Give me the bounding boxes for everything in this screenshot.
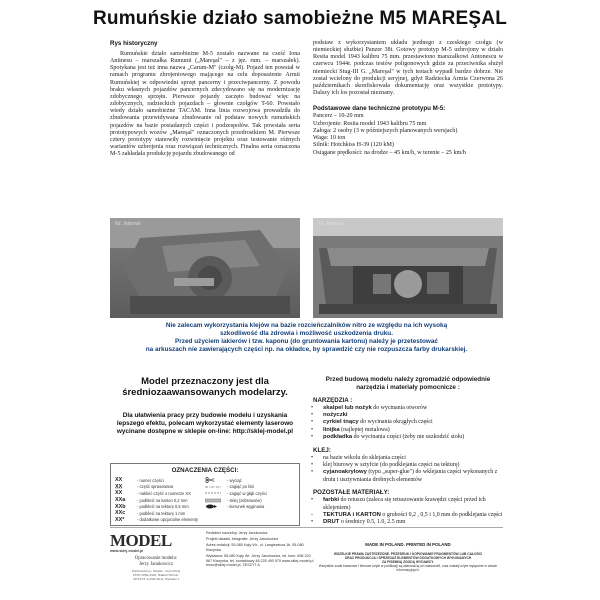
- history-column: [110, 40, 300, 158]
- glue-warning: [110, 322, 503, 354]
- model-author: [110, 556, 202, 567]
- spec-line: Pancerz – 10-20 mm: [313, 113, 364, 120]
- page-title: Rumuńskie działo samobieżne M5 MAREŞAL: [92, 8, 508, 29]
- issue-line: ZESZYT A-POLSKA, Wydanie I: [133, 577, 179, 582]
- vehicle-photo-front: [110, 218, 300, 318]
- legend-right-column: [205, 477, 295, 523]
- tool-item: • podkładka do wycinania części (żeby nie uszkodzić stołu): [311, 434, 465, 441]
- spec-line: Silnik: Hotchkiss H-39 (120 kM): [313, 142, 394, 149]
- info-line: wycinane dostępne w sklepie on-line: http://sklej-model.pl: [116, 427, 294, 435]
- made-in-label: MADE IN POLAND. PRINTED IN POLAND: [365, 542, 451, 547]
- legend-symbol: XXb: [115, 503, 126, 510]
- spec-line: Waga: 10 ton: [313, 135, 346, 142]
- legend-row: [115, 503, 205, 510]
- specs-heading: Podstawowe dane techniczne prototypu M-5:: [313, 105, 446, 113]
- tools-section-title: NARZĘDZIA :: [313, 396, 353, 404]
- legend-title: OZNACZENIA CZĘŚCI:: [171, 467, 239, 474]
- trademark-note: Wszystkie znaki towarowe i firmowe użyte w publikacji są własnością ich właścicieli, oraz zostały użyte wyłącznie w celach informacyjnych.: [318, 564, 498, 573]
- legend-text: - podkleić na karton 0,2 mm: [137, 497, 188, 503]
- tool-item: • nożyczki: [311, 412, 348, 418]
- tool-item: - TEKTURA i KARTON o grubości 0,2 , 0,5 i 1,0 mm do podklejania części: [311, 512, 503, 519]
- legend-row: [115, 497, 205, 504]
- legend-row: [115, 477, 205, 484]
- legend-text: - część sprasowana: [137, 484, 174, 490]
- rights-line: ZA PISEMNĄ ZGODĄ WYDAWCY.: [381, 560, 435, 565]
- credit-line: Redaktor naczelny: Jerzy Janukowicz: [206, 531, 268, 535]
- vehicle-photo-image: [110, 218, 300, 318]
- legend-symbol: XX: [115, 477, 123, 484]
- spec-line: Uzbrojenie: Resita model 1943 kalibru 75 mm: [313, 120, 427, 127]
- legend-text: - dodatkowe opcjonalne elementy: [137, 517, 198, 523]
- fold-down-icon: [205, 491, 227, 495]
- issue-line: ISSN 2084-4328, Nakład 500 szt.: [133, 573, 179, 578]
- publisher-logo-block: [110, 531, 202, 582]
- warning-line: Nie zalecam wykorzystania klejów na bazie rozcieńczalników nitro ze względu na ich wysoką: [165, 322, 448, 329]
- vehicle-photo-image: [313, 218, 503, 318]
- legend-text: - podkleić na tekturę 1 mm: [137, 510, 186, 516]
- legend-text: - nakleić część o numerze XX: [137, 490, 191, 496]
- legend-row: [205, 503, 295, 510]
- history-text-continued: [313, 40, 503, 97]
- tools-list: [313, 376, 503, 527]
- legend-text: - podkleić na tekturę 0,5 mm: [137, 504, 189, 510]
- history-paragraph-1: Rumuńskie działo samobieżne M-5 zostało nazwane na cześć Iona Antinesu – marszałka Rumunii („Mareşal" – z jęz. rum. – marszałek). Spotykana jest też inna nazwa „Carum-M" (czołg-M). Pojazd ten powstał w ramach programu zbrojeniowego mającego na celu doposażenie Armii Rumuńskiej w odpowiedni sprzęt pancerny i przeciwpancerny. Z powodu braku własnych pojazdów pancernych zdecydowano się na modernizację zdobycznego sprzętu. Pierwsze pojazdy zaczęto budować więc na zdobycznych, radzieckich pojazdach – głownie czołgów T-60. Powstało wtedy działo samobieżne TACAM. Inna linia rozwojowa prowadziła do zbudowania przewidywana zbudowanie od podstaw nowych rumuńskich pojazdów na bazie posiadanych części i podzespołów. Tak powstała seria prototypowych wozów „Mareşal" oznaczonych przedrostkiem M. Pierwsze cztery prototypy stanowiły rozwinięcie projektu oraz testowanie różnych wariantów uzbrojenia oraz rozwiązań technicznych. Finalna seria oznaczona M-5 zakładała produkcję pojazdu zbudowanego od: [110, 51, 300, 158]
- tool-item: • farbki do retuszu (zaleca się retuszowanie krawędzi części przed ich sklejeniem): [311, 497, 486, 511]
- glue-icon: [205, 498, 227, 502]
- legend-text: - sklej (zebrowane): [227, 497, 262, 503]
- laser-parts-info: [110, 412, 300, 435]
- legend-symbol: XX*: [115, 516, 125, 523]
- spec-line: Osiągane prędkości: na drodze – 45 km/h, w terenie – 25 km/h: [313, 149, 466, 156]
- legend-row: [205, 490, 295, 497]
- tools-heading: narzędzia i materiały pomocnicze :: [356, 383, 460, 391]
- issue-line: Wydawnictwo, Numer: 14 (2/2014): [131, 569, 181, 574]
- specs-block: [313, 105, 503, 157]
- legend-row: [115, 510, 205, 517]
- copyright-notice: [313, 552, 503, 572]
- tool-item: • skalpel lub nożyk do wycinania otworów: [311, 404, 428, 411]
- legend-row: [115, 517, 205, 524]
- history-continued-column: [313, 40, 503, 157]
- logo-url: www.sklej-model.pl: [110, 549, 144, 553]
- history-heading: Rys historyczny: [110, 40, 158, 47]
- legend-left-column: [115, 477, 205, 523]
- history-paragraph-2: podstaw z wykorzystaniem układu jezdnego z czeskiego czołgu (w niemieckiej służbie) Panzer 38t. Gotowy prototyp M-5 uzbrojony w działo Resita model 1943 kalibru 75 mm. przestawiono marszałkowi Antonescu w czerwcu 1944r. podczas testów poligonowych gdzie za przeciwnika służył niemiecki Stug-III G. „Mareşal" w tych testach wypadł bardzo dobrze. Nie został wcielony do produkcji seryjnej, gdyż Radziecka Armia Czerwona 26 październikach skonfiskowała dokumentację oraz wszystkie prototypy. Dalszy ich los pozostał nieznany.: [313, 40, 503, 97]
- editorial-credits: [206, 531, 316, 570]
- parts-legend: [110, 463, 300, 526]
- legend-text: - wyciąć: [227, 477, 242, 483]
- legend-row: [115, 490, 205, 497]
- tools-section-title: POZOSTAŁE MATERIAŁY:: [313, 489, 390, 497]
- skill-level-heading: Model przeznaczony jest dla: [141, 376, 269, 387]
- tool-item: • cyrkiel tnący do wycinania okrągłych części: [311, 419, 433, 426]
- scissors-icon: [205, 478, 227, 482]
- credit-line: Adres redakcji: 55-080 Kąty Wr., ul. Langiewicza 1b, 55-080 Kiszynka: [206, 543, 304, 552]
- author-name: Jerzy Janukowicz: [139, 561, 173, 567]
- assembly-icon: [205, 505, 227, 509]
- vehicle-photo-rear: [313, 218, 503, 318]
- legend-symbol: X̲X̲: [115, 483, 123, 490]
- tool-item: • klej biurowy w sztyfcie (do podklejania części na tekturę): [311, 462, 460, 469]
- skill-level-heading: średniozaawansowanych modelarzy.: [122, 387, 288, 398]
- legend-row: [115, 484, 205, 491]
- history-text: [110, 51, 300, 158]
- tool-item: • DRUT o średnicy 0.5, 1.0, 2.5 mm: [311, 519, 406, 526]
- fold-up-icon: [205, 485, 227, 489]
- warning-line: Przed użyciem lakierów i tzw. kaponu (do gruntowania kartonu) należy je przetestować: [175, 338, 438, 346]
- legend-text: - kierunek wyginania: [227, 504, 265, 510]
- info-line: Dla ułatwienia pracy przy budowie modelu i uzyskania: [122, 412, 288, 419]
- tools-section-title: KLEJ:: [313, 446, 331, 454]
- warning-line: na arkuszach nie zawierających części np. na okładce, by sprawdzić czy nie rozpuszcza farby drukarskiej.: [145, 346, 468, 354]
- credit-line: Projekt okładki, fotografie: Jerzy Janukowicz: [206, 537, 279, 542]
- tool-item: • cyjanoakrylowy (typu „super-glue") do wklejania części wykonanych z drutu i usztywniania drobnych elementów: [311, 469, 498, 483]
- spec-line: Załoga: 2 osoby (3 w późniejszych planowanych wersjach): [313, 127, 458, 134]
- legend-row: [205, 484, 295, 491]
- tools-heading: Przed budową modelu należy zgromadzić odpowiednie: [325, 376, 491, 383]
- skill-level-note: [110, 376, 300, 435]
- author-label: Opracowanie modelu:: [134, 556, 178, 561]
- rights-line: ORAZ PRODUKCJA I SPRZEDAŻ ELEMENTÓW DODATKOWYCH WYKONANYCH: [344, 556, 472, 561]
- photo-caption: fot. Internet: [115, 221, 141, 227]
- publisher-logo: [110, 531, 202, 553]
- legend-text: - zagiąć w głąb części: [227, 490, 267, 496]
- tool-item: • na bazie wikolu do sklejania części: [311, 454, 406, 461]
- legend-symbol: XXa: [115, 497, 126, 504]
- warning-line: szkodliwość dla zdrowia i możliwość uszkodzenia druku.: [220, 330, 393, 338]
- credit-line: Wydawca: 55-080 Kąty Wr. Jerzy Janukowicz, tel. kom. 698 220 967 Kiszynka, tel. kontaktowy 48 225 490 970 www.sklej-model.pl biuro@sklej-model.pl, ZESZYT A: [206, 554, 314, 568]
- legend-row: [205, 477, 295, 484]
- issue-info: [110, 569, 202, 581]
- legend-symbol: XX: [115, 490, 123, 497]
- rights-line: WSZELKIE PRAWA ZASTRZEŻONE. PRZEDRUK I KOPIOWANIE FRAGMENTÓW LUB CAŁOŚCI: [333, 552, 483, 556]
- tool-item: • linijka (najlepiej metalowa): [311, 426, 390, 433]
- legend-row: [205, 497, 295, 504]
- legend-text: - zagiąć po linii: [227, 484, 255, 490]
- info-line: lepszego efektu, polecam wykorzystać elementy laserowo: [116, 419, 294, 427]
- legend-symbol: XXc: [115, 510, 126, 517]
- logo-text: MODEL: [110, 531, 172, 550]
- photo-caption: fot. Internet: [318, 221, 344, 227]
- legend-text: - numer części: [137, 477, 164, 483]
